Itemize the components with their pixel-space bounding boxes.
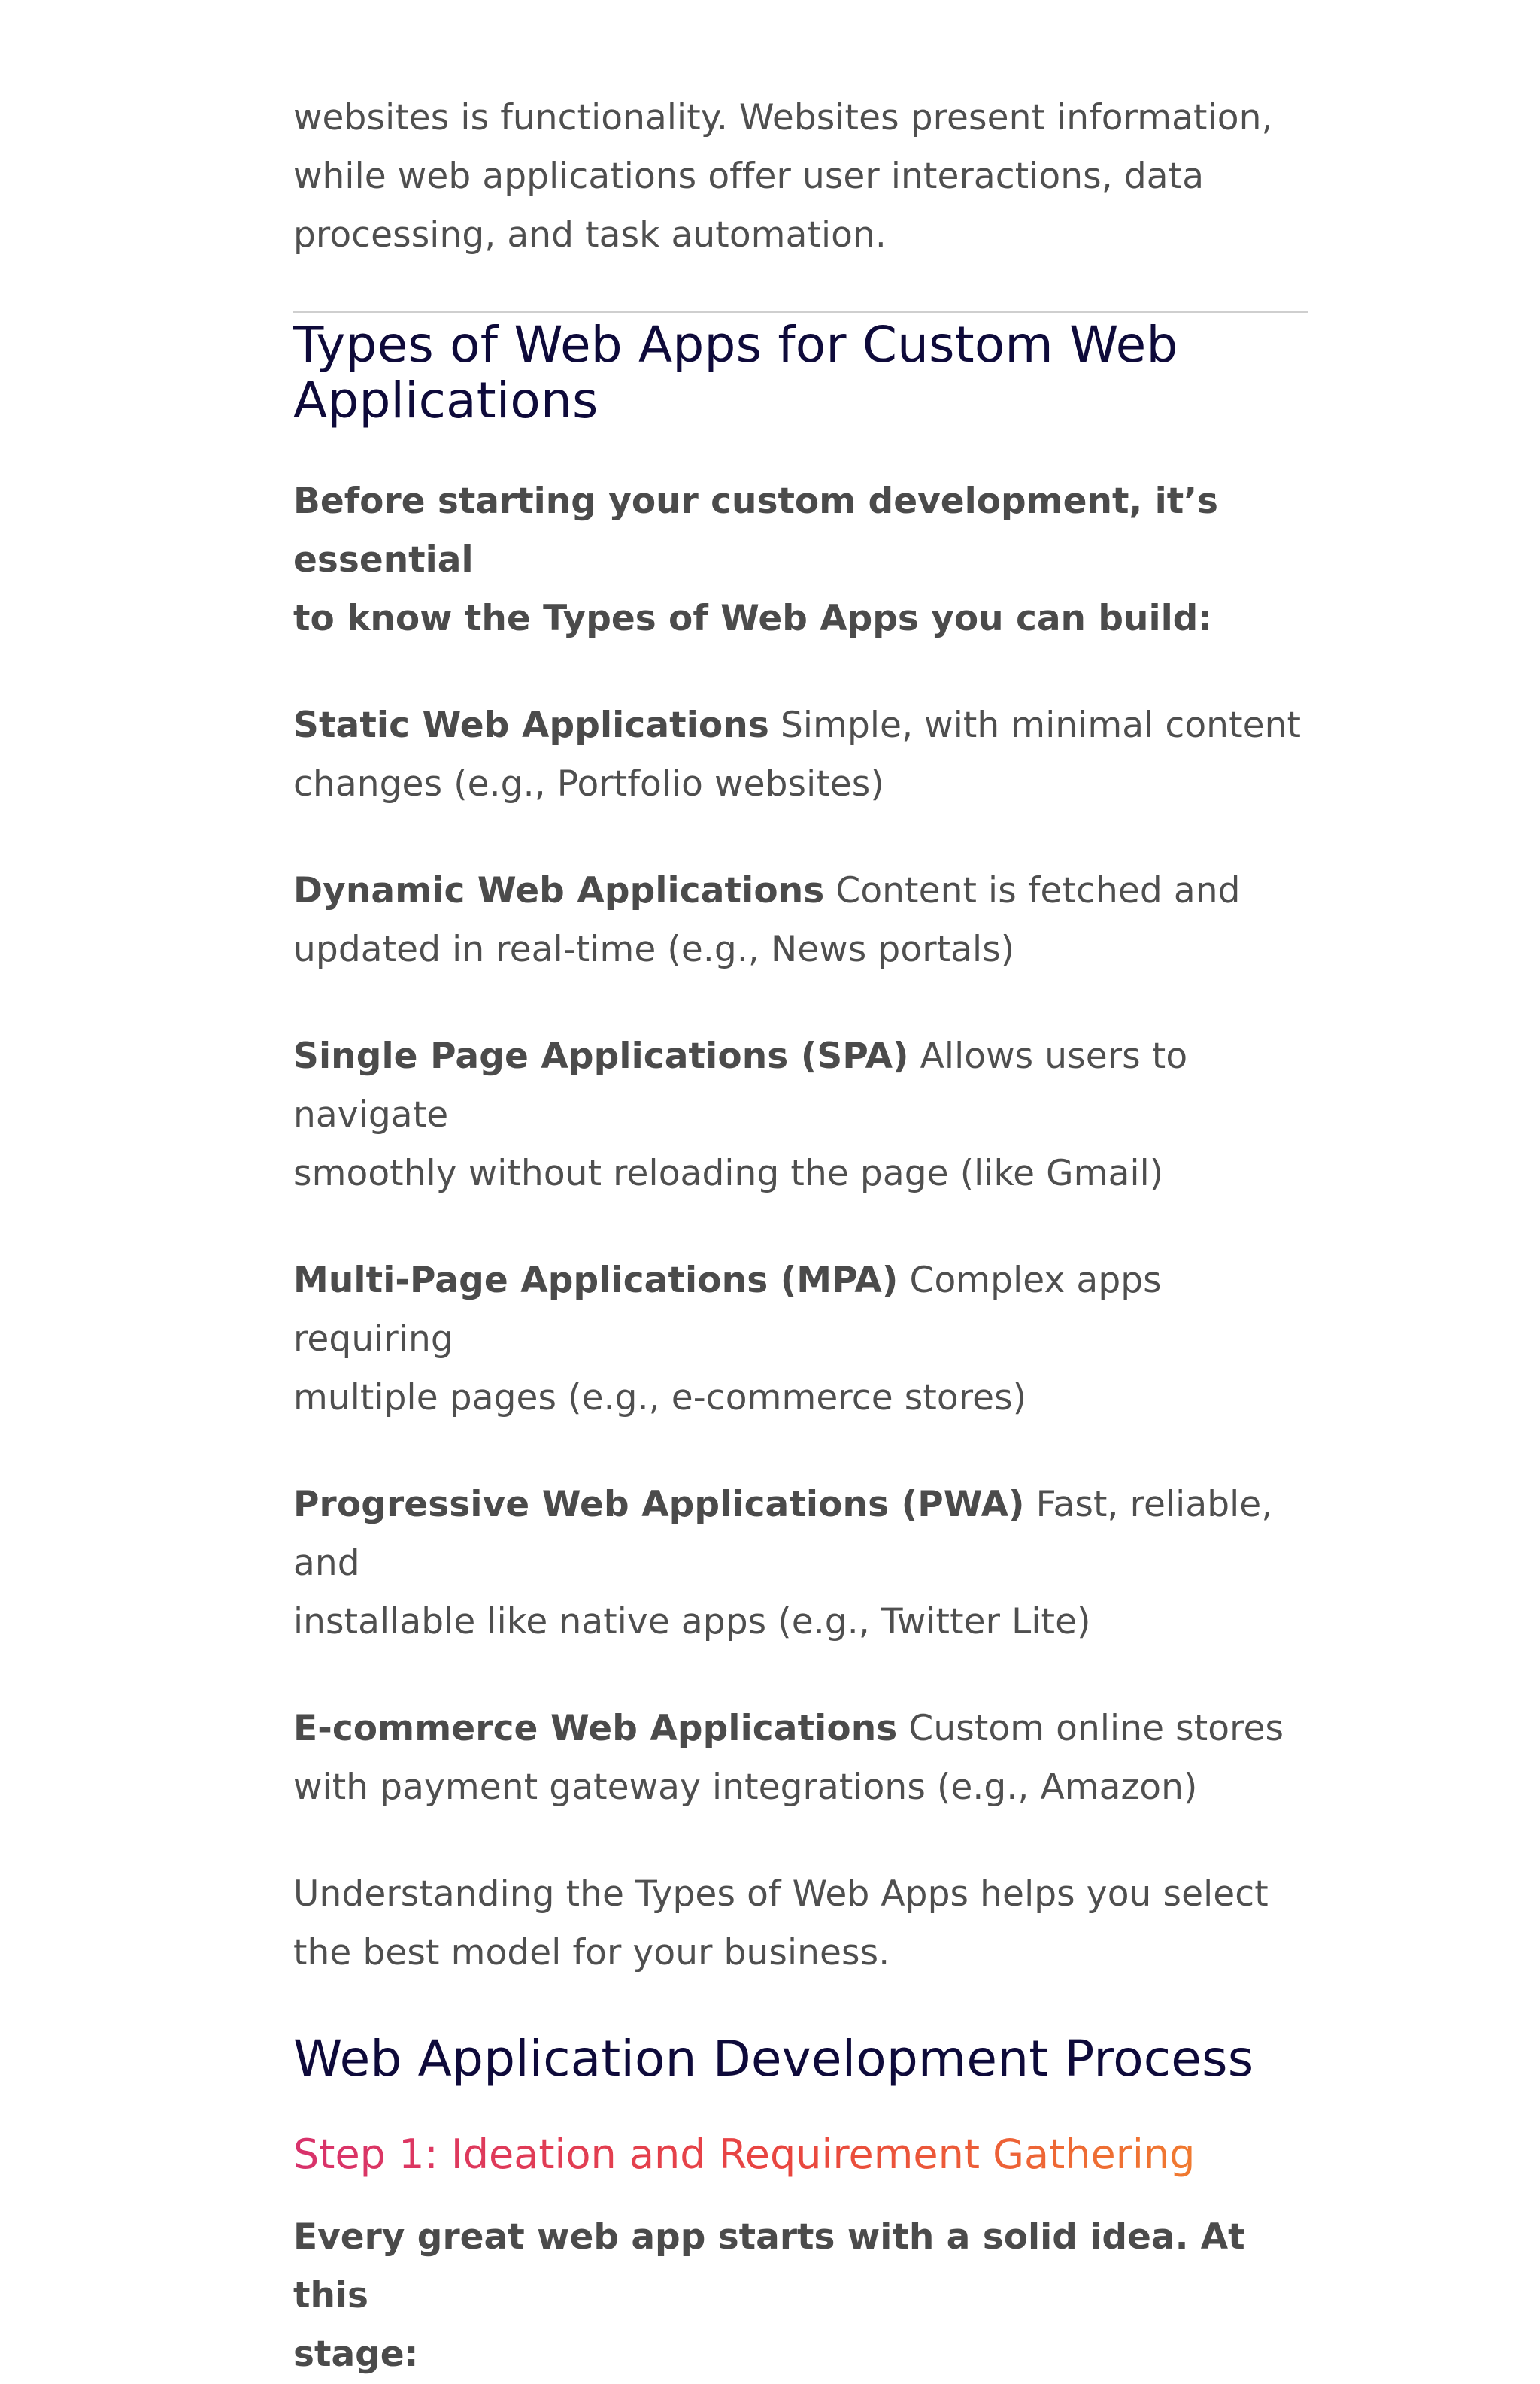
- app-type-title: Single Page Applications (SPA): [293, 1036, 909, 1077]
- summary-line: the best model for your business.: [293, 1932, 890, 1973]
- article-content: [293, 89, 1308, 2384]
- app-type-desc: Simple, with minimal content: [768, 705, 1302, 746]
- intro-line: processing, and task automation.: [293, 214, 887, 256]
- app-type-item-static: [293, 696, 1308, 814]
- development-process-heading: Web Application Development Process: [293, 2030, 1254, 2088]
- app-type-title: Multi-Page Applications (MPA): [293, 1260, 899, 1301]
- lead-line: Before starting your custom development, it’s essential: [293, 481, 1219, 581]
- types-lead-paragraph: [293, 472, 1308, 648]
- app-type-desc: changes (e.g., Portfolio websites): [293, 763, 884, 805]
- app-type-item-pwa: [293, 1476, 1308, 1652]
- app-type-desc: smoothly without reloading the page (like Gmail): [293, 1153, 1164, 1194]
- section-divider: [293, 311, 1308, 313]
- app-type-title: Dynamic Web Applications: [293, 870, 825, 911]
- app-type-title: Static Web Applications: [293, 705, 769, 746]
- intro-line: while web applications offer user interactions, data: [293, 156, 1205, 197]
- app-type-desc: with payment gateway integrations (e.g., Amazon): [293, 1767, 1198, 1808]
- app-type-desc: updated in real-time (e.g., News portals): [293, 929, 1015, 970]
- app-type-title: E-commerce Web Applications: [293, 1708, 898, 1749]
- app-type-desc: Content is fetched and: [824, 870, 1241, 911]
- app-type-desc: installable like native apps (e.g., Twitter Lite): [293, 1601, 1091, 1642]
- types-of-web-apps-heading: [293, 317, 1308, 429]
- step1-line: Every great web app starts with a solid idea. At this: [293, 2216, 1245, 2316]
- app-type-item-dynamic: [293, 862, 1308, 979]
- app-type-desc: Complex apps requiring: [293, 1260, 1162, 1360]
- types-summary-paragraph: [293, 1865, 1308, 1982]
- heading-line: Types of Web Apps for Custom Web: [293, 316, 1178, 374]
- app-type-item-ecommerce: [293, 1700, 1308, 1817]
- intro-line: websites is functionality. Websites present information,: [293, 97, 1273, 138]
- app-type-desc: multiple pages (e.g., e-commerce stores): [293, 1377, 1027, 1418]
- step1-lead-paragraph: [293, 2208, 1308, 2384]
- app-type-item-spa: [293, 1027, 1308, 1203]
- lead-line: to know the Types of Web Apps you can build:: [293, 598, 1213, 639]
- heading-line: Applications: [293, 372, 599, 429]
- app-type-desc: Allows users to navigate: [293, 1036, 1188, 1136]
- app-type-item-mpa: [293, 1251, 1308, 1427]
- summary-line: Understanding the Types of Web Apps helps you select: [293, 1873, 1269, 1915]
- app-type-desc: Custom online stores: [897, 1708, 1284, 1749]
- app-type-desc: Fast, reliable, and: [293, 1484, 1273, 1584]
- intro-paragraph: [293, 89, 1308, 265]
- step1-heading: Step 1: Ideation and Requirement Gathering: [293, 2128, 1195, 2181]
- app-type-title: Progressive Web Applications (PWA): [293, 1484, 1025, 1525]
- step1-line: stage:: [293, 2334, 419, 2375]
